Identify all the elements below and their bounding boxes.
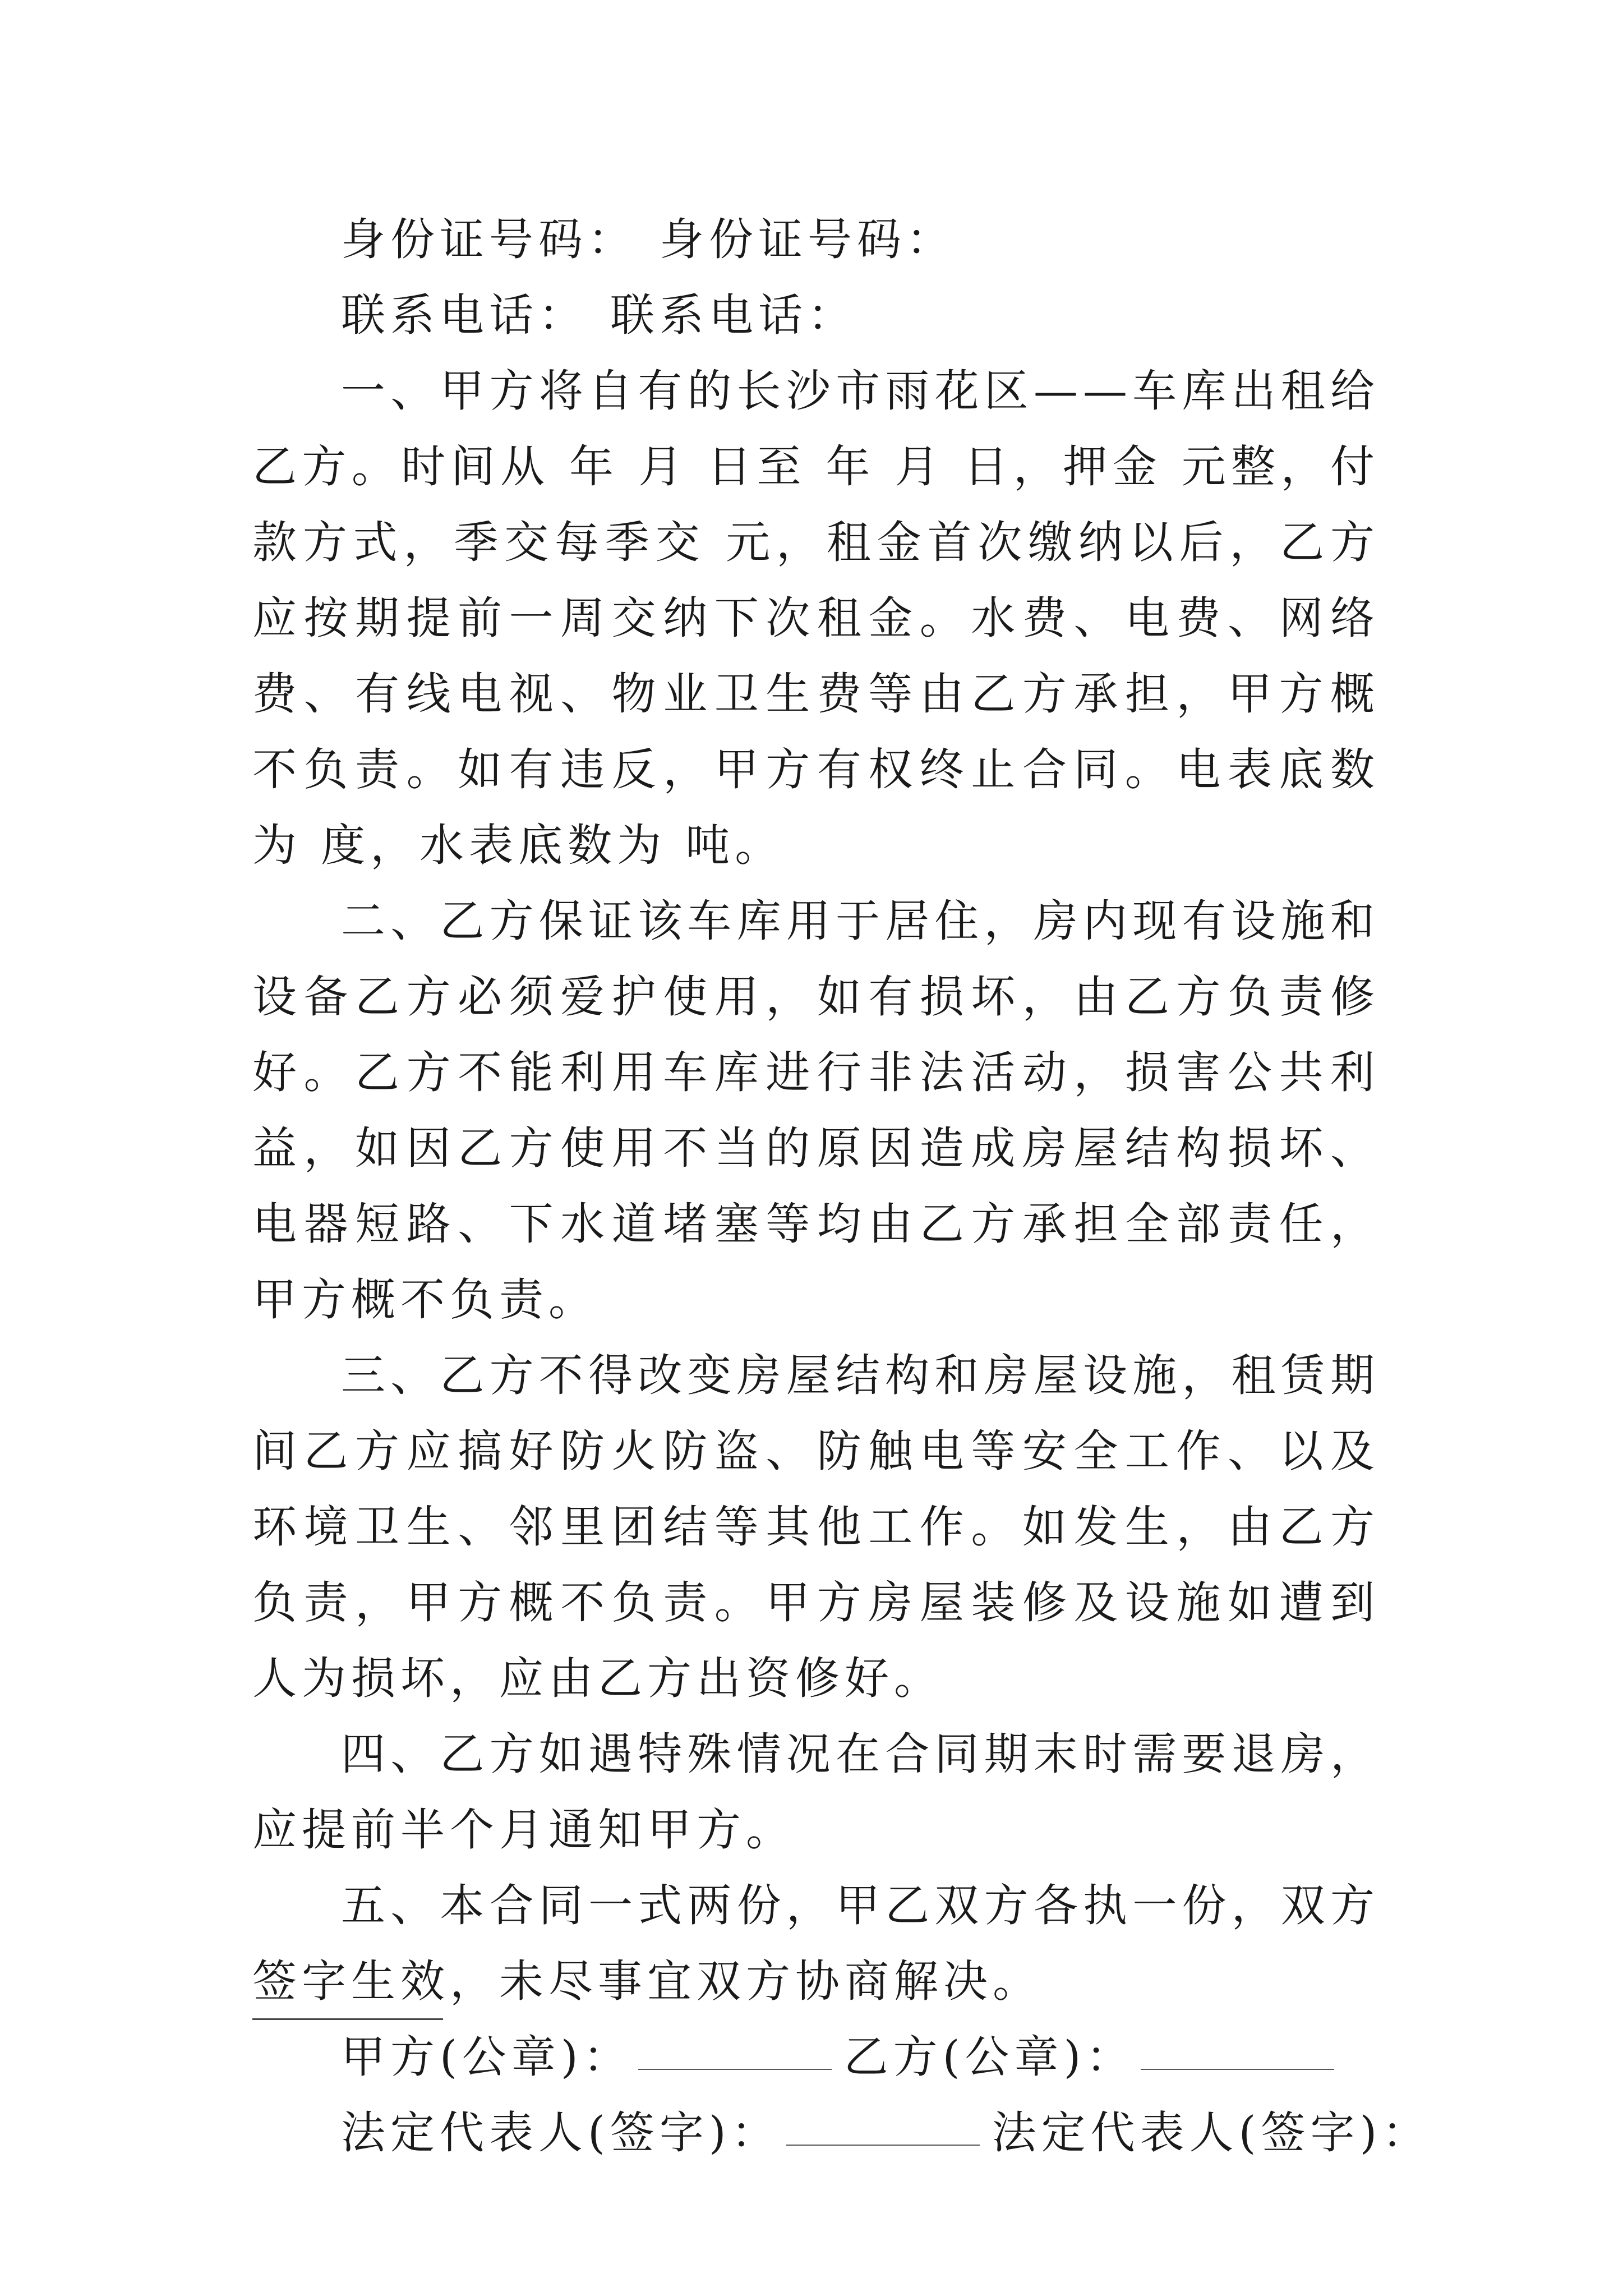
- party-b-seal-label: 乙方(公章)：: [843, 2031, 1136, 2083]
- party-b-representative-label: 法定代表人(签字)：: [992, 2107, 1432, 2159]
- party-b-seal-blank: [1141, 2067, 1334, 2070]
- contract-body: [252, 202, 1432, 2171]
- clause-4: 四、乙方如遇特殊情况在合同期末时需要退房，应提前半个月通知甲方。: [252, 1728, 1380, 1856]
- footnote-divider: [252, 2018, 443, 2020]
- clause-1: 一、甲方将自有的长沙市雨花区——车库出租给乙方。时间从 年 月 日至 年 月 日，押金 元整，付款方式，季交每季交 元，租金首次缴纳以后，乙方应按期提前一周交纳下次租金。水费、电费、网络费、有线电视、物业卫生费等由乙方承担，甲方概不负责。如有违反，甲方有权终止合同。电表底数为 度，水表底数为 吨。: [252, 365, 1380, 871]
- party-b-id-label: 身份证号码：: [660, 214, 956, 265]
- party-a-representative-label: 法定代表人(签字)：: [341, 2107, 781, 2159]
- party-a-seal-label: 甲方(公章)：: [341, 2031, 633, 2083]
- party-b-phone-label: 联系电话：: [610, 289, 857, 341]
- clause-5: 五、本合同一式两份，甲乙双方各执一份，双方签字生效，未尽事宜双方协商解决。: [252, 1880, 1380, 2007]
- representative-line: [252, 2095, 1432, 2171]
- party-a-id-label: 身份证号码：: [341, 214, 637, 265]
- party-a-seal-blank: [638, 2067, 832, 2070]
- phone-line: [252, 278, 1380, 353]
- clause-2: 二、乙方保证该车库用于居住，房内现有设施和设备乙方必须爱护使用，如有损坏，由乙方负责修好。乙方不能利用车库进行非法活动，损害公共利益，如因乙方使用不当的原因造成房屋结构损坏、电器短路、下水道堵塞等均由乙方承担全部责任，甲方概不负责。: [252, 895, 1380, 1326]
- id-number-line: [252, 202, 1380, 278]
- party-a-phone-label: 联系电话：: [341, 289, 588, 341]
- seal-line: [252, 2019, 1380, 2095]
- party-a-signature-blank: [786, 2142, 980, 2146]
- clause-3: 三、乙方不得改变房屋结构和房屋设施，租赁期间乙方应搞好防火防盗、防触电等安全工作、以及环境卫生、邻里团结等其他工作。如发生，由乙方负责，甲方概不负责。甲方房屋装修及设施如遭到人为损坏，应由乙方出资修好。: [252, 1350, 1380, 1704]
